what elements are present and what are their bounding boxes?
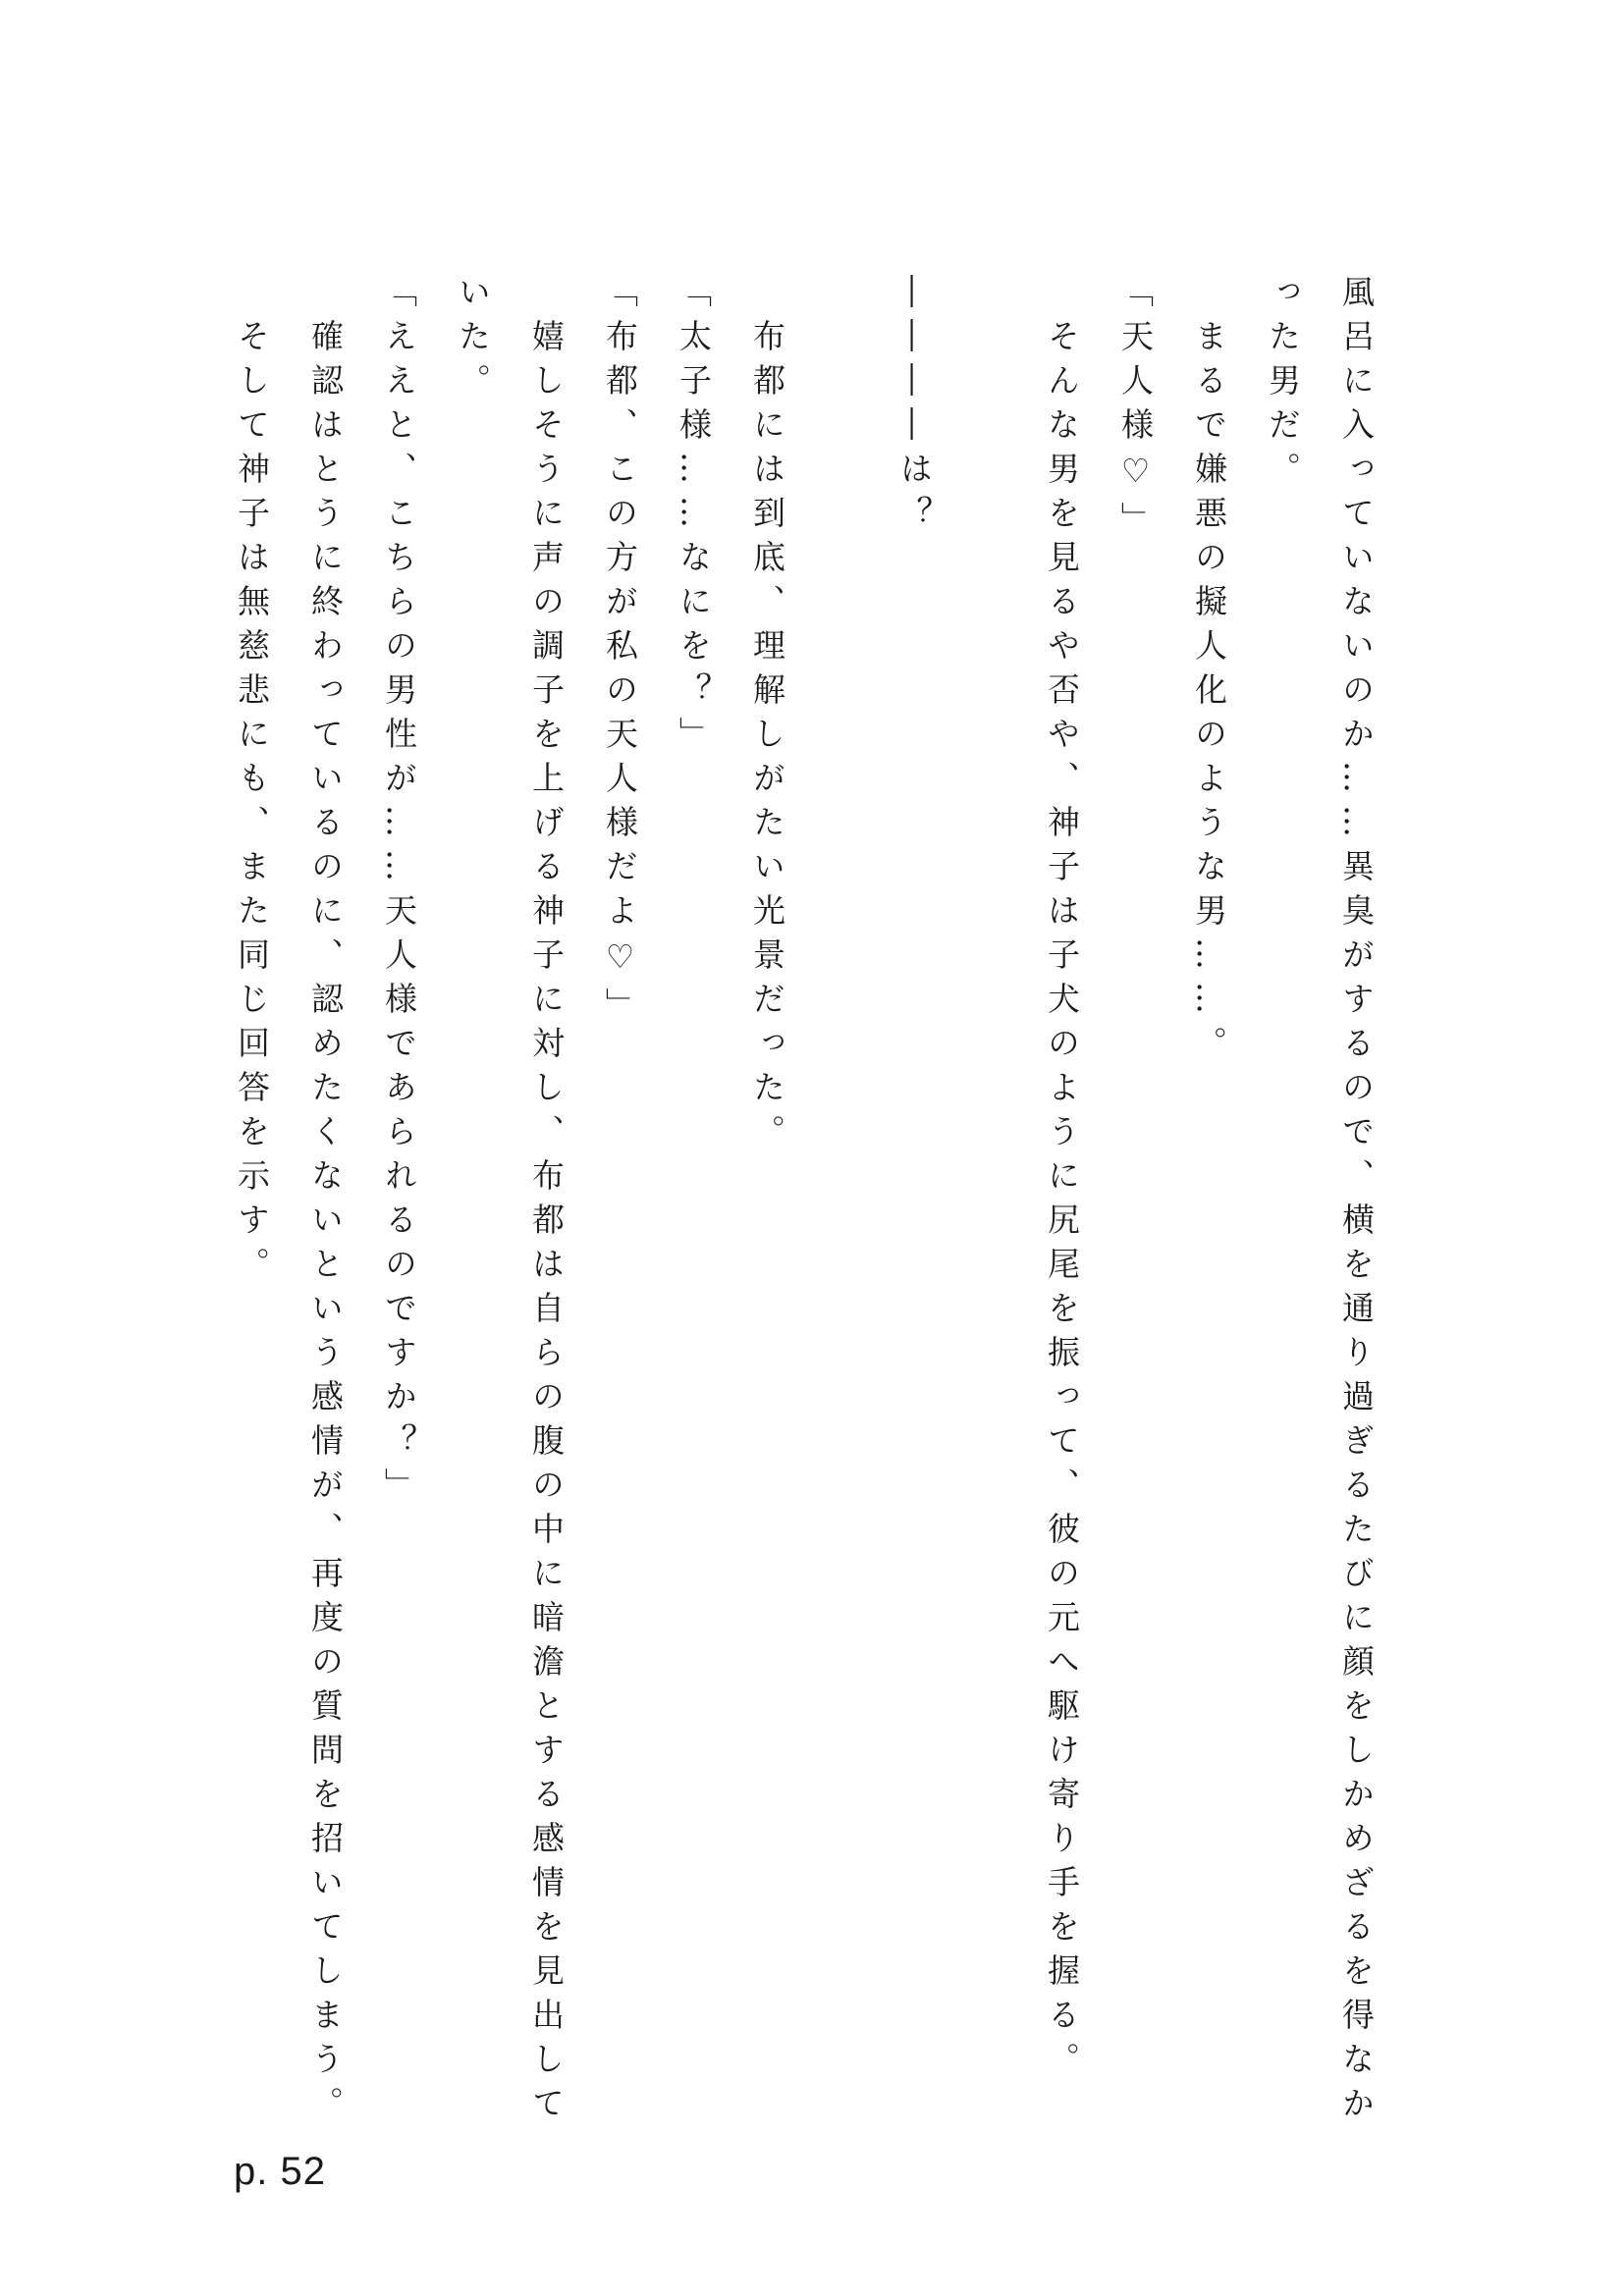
paragraph: そして神子は無慈悲にも、また同じ回答を示す。 [233, 275, 271, 1291]
paragraph: 風呂に入っていないのか……異臭がするので、横を通り過ぎるたびに顔をしかめざるを得なかった男だ。 [1264, 275, 1376, 2130]
paragraph: そんな男を見るや否や、神子は子犬のように尻尾を振って、彼の元へ駆け寄り手を握る。 [1043, 275, 1081, 2086]
dialogue-line: 「天人様♡」 [1116, 275, 1155, 546]
paragraph: 布都には到底、理解しがたい光景だった。 [748, 275, 786, 1158]
blank-line [804, 275, 878, 2140]
paragraph: ――――は？ [895, 275, 934, 540]
dialogue-line: 「ええと、こちらの男性が……天人様であられるのですか？」 [380, 275, 418, 1512]
page-number: p. 52 [234, 2150, 326, 2193]
paragraph: まるで嫌悪の擬人化のような男……。 [1190, 275, 1228, 1070]
blank-line [951, 275, 1025, 2140]
paragraph: 嬉しそうに声の調子を上げる神子に対し、布都は自らの腹の中に暗澹とする感情を見出していた。 [454, 275, 566, 2130]
paragraph: 確認はとうに終わっているのに、認めたくないという感情が、再度の質問を招いてしまう。 [306, 275, 345, 2130]
dialogue-line: 「布都、この方が私の天人様だよ♡」 [601, 275, 639, 1032]
vertical-text-body [235, 275, 1393, 2140]
dialogue-line: 「太子様……なにを？」 [675, 275, 713, 761]
